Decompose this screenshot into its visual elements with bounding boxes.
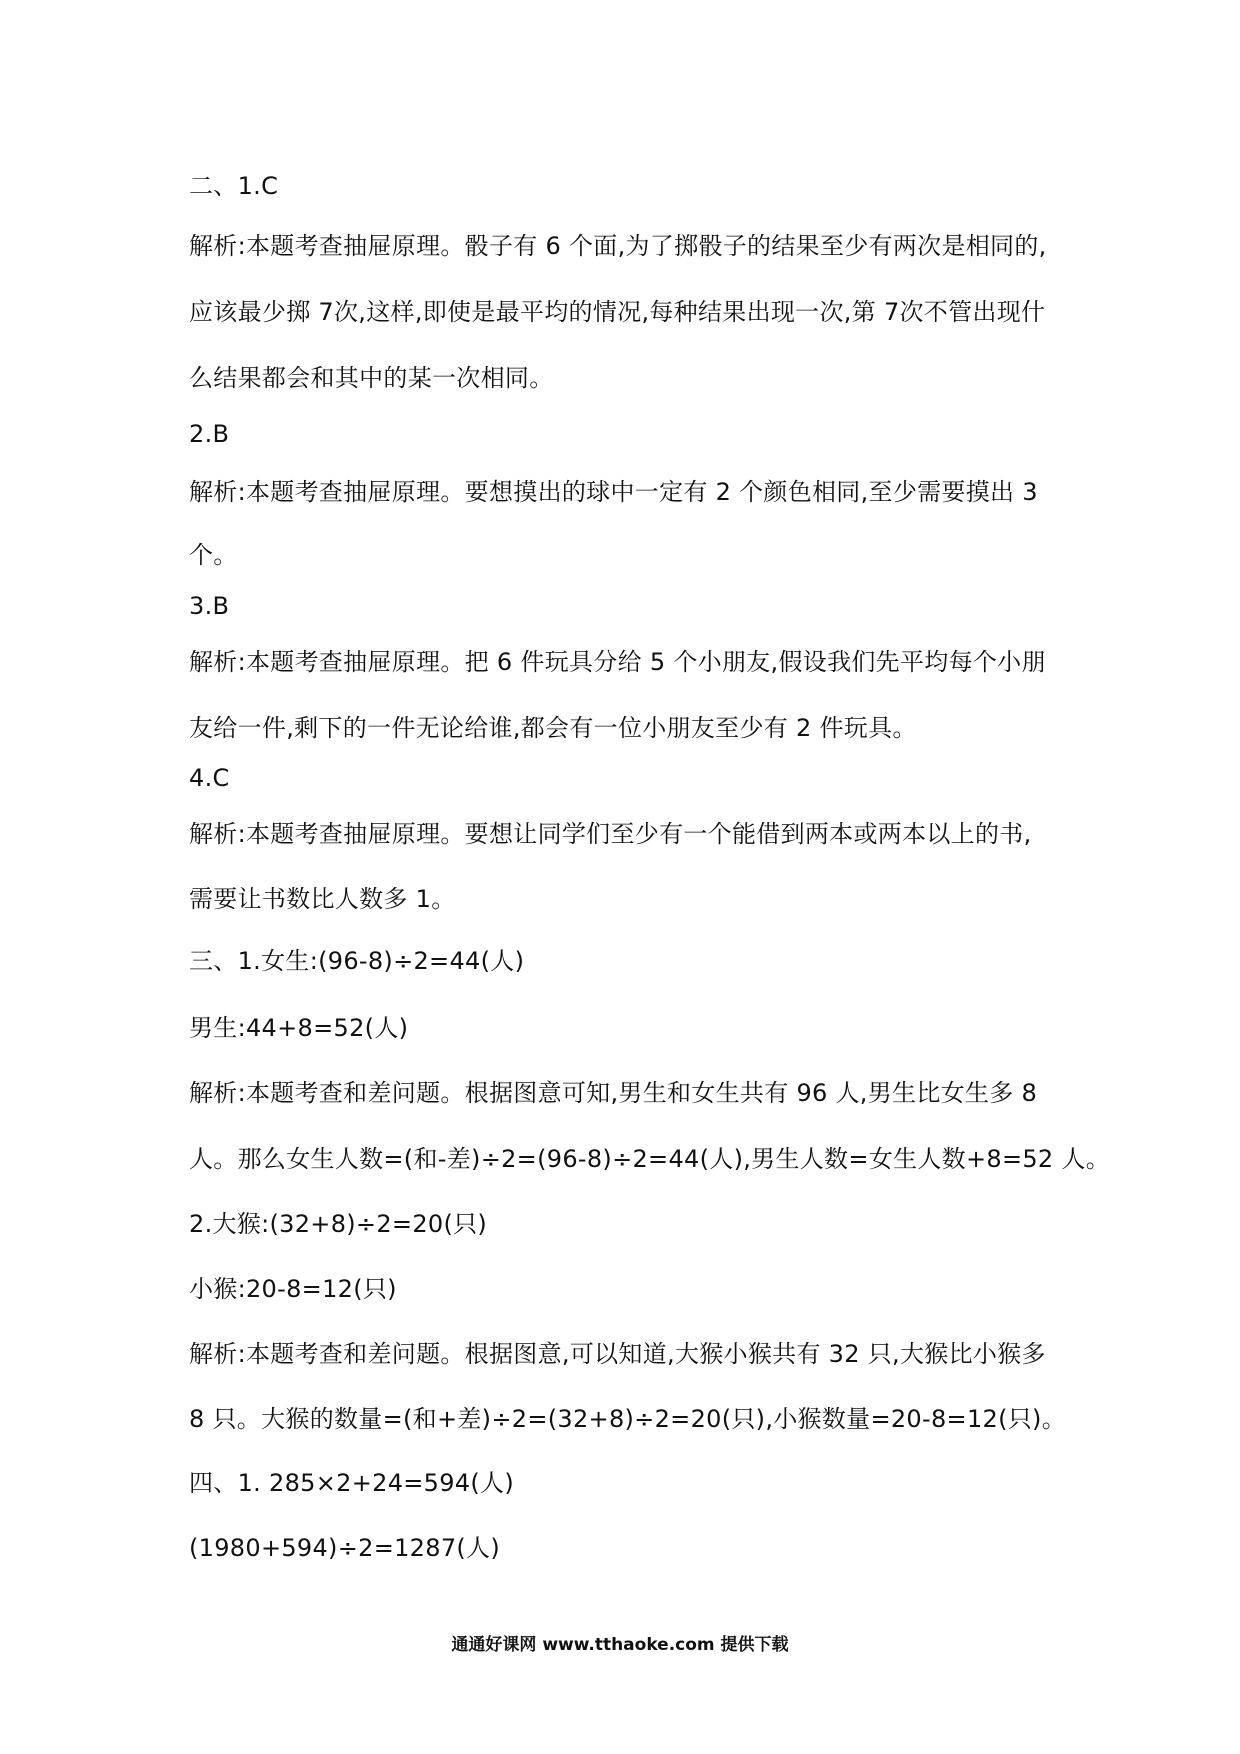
analysis-3-1-line-1: 解析:本题考查和差问题。根据图意可知,男生和女生共有 96 人,男生比女生多 8: [189, 1079, 1038, 1107]
section-2-answer-2: 2.B: [189, 420, 230, 448]
analysis-2-4-line-2: 需要让书数比人数多 1。: [189, 885, 456, 913]
analysis-2-4-line-1: 解析:本题考查抽屉原理。要想让同学们至少有一个能借到两本或两本以上的书,: [189, 820, 1032, 848]
section-3-answer-1-boys: 男生:44+8=52(人): [189, 1014, 409, 1042]
section-2-answer-3: 3.B: [189, 592, 230, 620]
analysis-2-1-line-3: 么结果都会和其中的某一次相同。: [189, 364, 554, 392]
analysis-2-2-line-1: 解析:本题考查抽屉原理。要想摸出的球中一定有 2 个颜色相同,至少需要摸出 3: [189, 478, 1038, 506]
section-3-answer-2-small-monkeys: 小猴:20-8=12(只): [189, 1275, 397, 1303]
section-2-answer-1: 二、1.C: [189, 172, 279, 200]
section-3-answer-1-girls: 三、1.女生:(96-8)÷2=44(人): [189, 947, 525, 975]
analysis-2-2-line-2: 个。: [189, 541, 238, 569]
section-4-answer-1-step-1: 四、1. 285×2+24=594(人): [189, 1469, 515, 1497]
analysis-2-1-line-1: 解析:本题考查抽屉原理。骰子有 6 个面,为了掷骰子的结果至少有两次是相同的,: [189, 232, 1047, 260]
analysis-3-2-line-2: 8 只。大猴的数量=(和+差)÷2=(32+8)÷2=20(只),小猴数量=20-8=12(只)。: [189, 1405, 1067, 1433]
analysis-3-1-line-2: 人。那么女生人数=(和-差)÷2=(96-8)÷2=44(人),男生人数=女生人数+8=52 人。: [189, 1145, 1111, 1173]
section-4-answer-1-step-2: (1980+594)÷2=1287(人): [189, 1534, 501, 1562]
section-3-answer-2-big-monkeys: 2.大猴:(32+8)÷2=20(只): [189, 1210, 488, 1238]
analysis-3-2-line-1: 解析:本题考查和差问题。根据图意,可以知道,大猴小猴共有 32 只,大猴比小猴多: [189, 1340, 1046, 1368]
analysis-2-3-line-1: 解析:本题考查抽屉原理。把 6 件玩具分给 5 个小朋友,假设我们先平均每个小朋: [189, 648, 1046, 676]
page-footer: 通通好课网 www.tthaoke.com 提供下载: [451, 1635, 789, 1655]
section-2-answer-4: 4.C: [189, 764, 230, 792]
analysis-2-1-line-2: 应该最少掷 7次,这样,即使是最平均的情况,每种结果出现一次,第 7次不管出现什: [189, 298, 1046, 326]
analysis-2-3-line-2: 友给一件,剩下的一件无论给谁,都会有一位小朋友至少有 2 件玩具。: [189, 714, 917, 742]
